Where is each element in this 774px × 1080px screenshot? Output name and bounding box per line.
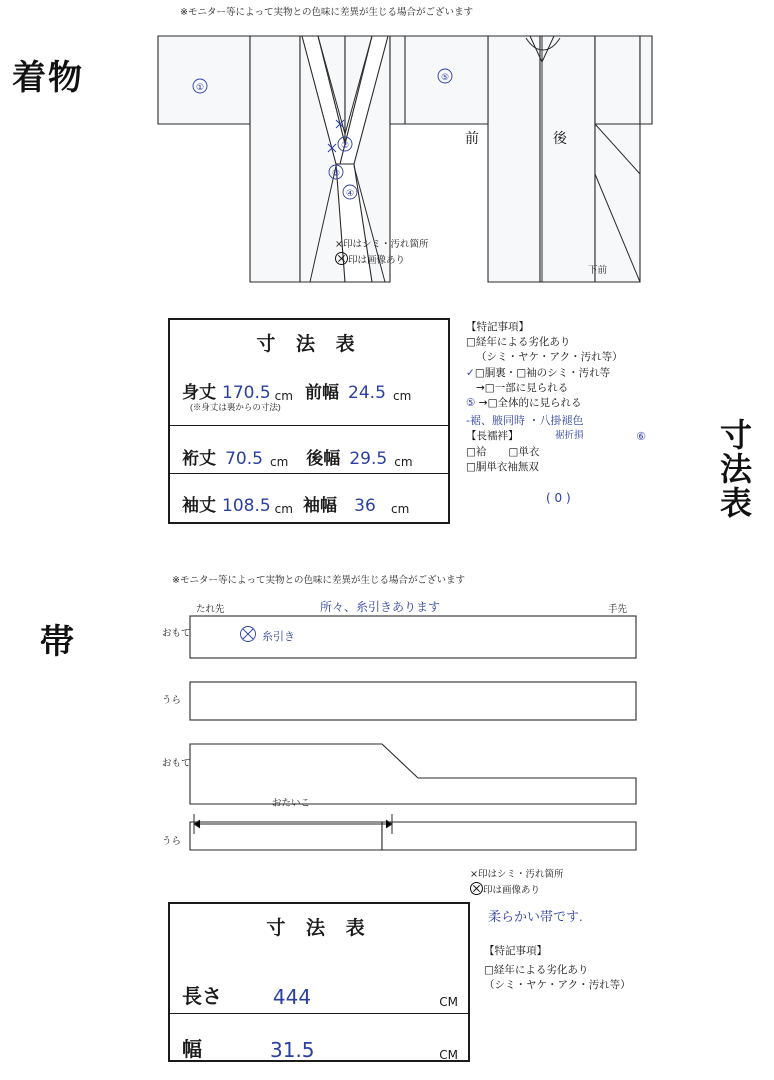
kimono-legend-x: ×印はシミ・汚れ箇所 [335, 239, 429, 250]
row-label-2: 袖幅 [302, 496, 337, 516]
remarks-handwritten-note: -裾、腋同時 ・八掛褪色 [466, 414, 584, 428]
obi-omote-label-1: おもて [162, 628, 191, 639]
nagajuban-option-awase: □袷 [466, 446, 487, 459]
circled-5-marker: ⑤ [466, 397, 476, 410]
obi-tare-saki-label: たれ先 [196, 604, 225, 615]
row-value-2: 29.5 [349, 449, 388, 469]
nagajuban-option-dohitoe: □胴単衣袖無双 [466, 461, 539, 474]
row-unit: cm [274, 502, 293, 516]
row-value: 108.5 [222, 496, 271, 516]
kimono-shitamae-label: 下前 [588, 265, 608, 276]
kimono-legend-circle: 印は画像あり [348, 255, 406, 267]
kimono-table-title: 寸 法 表 [256, 333, 362, 355]
kimono-remarks [466, 320, 646, 507]
obi-otaiko-label: おたいこ [272, 798, 311, 809]
table-row [170, 962, 468, 1014]
svg-text:④: ④ [346, 189, 355, 199]
section-label-kimono: 着物 [12, 58, 84, 98]
obi-te-saki-label: 手先 [608, 604, 628, 615]
row-value: 31.5 [270, 1038, 315, 1062]
row-unit: cm [270, 455, 289, 469]
section-label-obi: 帯 [40, 622, 76, 662]
svg-text:①: ① [196, 83, 205, 93]
svg-text:⑤: ⑤ [441, 73, 450, 83]
row-unit-2: cm [394, 455, 413, 469]
table-row [170, 370, 448, 426]
check-mark-icon: ✓ [466, 366, 475, 379]
table-row [170, 1014, 468, 1066]
svg-text:②: ② [341, 141, 350, 151]
obi-legend-circle: 印は画像あり [483, 885, 541, 897]
obi-table-title: 寸 法 表 [266, 917, 372, 939]
color-disclaimer-obi: ※モニター等によって実物との色味に差異が生じる場合がございます [172, 575, 465, 586]
row-label: 裄丈 [182, 449, 216, 469]
remarks-heading: 【特記事項】 [466, 321, 529, 333]
row-value: 70.5 [225, 449, 263, 469]
kimono-legend [335, 238, 428, 269]
obi-omote-label-2: おもて [162, 758, 191, 769]
table-row [170, 474, 448, 520]
row-value: 170.5 [222, 383, 271, 403]
color-disclaimer-top: ※モニター等によって実物との色味に差異が生じる場合がございます [180, 7, 473, 18]
svg-text:③: ③ [332, 169, 341, 179]
row-value-2: 36 [354, 496, 376, 516]
row-label: 袖丈 [182, 496, 216, 516]
kimono-front-label: 前 [465, 131, 479, 147]
kimono-legend-circle-row [335, 252, 428, 268]
kimono-back-label: 後 [553, 131, 567, 147]
obi-legend-circle-row [470, 882, 563, 898]
remarks-line-2: （シミ・ヤケ・アク・汚れ等） [476, 351, 623, 364]
obi-diagram [186, 588, 676, 868]
obi-remarks-heading: 【特記事項】 [484, 945, 547, 957]
row-unit: CM [439, 995, 458, 1009]
row-label: 長さ [182, 984, 222, 1008]
row-label: 身丈 [182, 383, 216, 403]
obi-legend-x: ×印はシミ・汚れ箇所 [470, 869, 564, 880]
remarks-line-3: □胴裏・□袖のシミ・汚れ等 [474, 366, 611, 379]
remarks-heading-2: 【長襦袢】 [466, 430, 519, 443]
circle-x-icon [335, 252, 348, 265]
row-value: 444 [272, 985, 312, 1009]
obi-handwritten-note-top: 所々、糸引きあります [320, 600, 441, 614]
row-note: (※身丈は裏からの寸法) [190, 402, 281, 412]
row-unit: cm [274, 389, 293, 403]
remarks-line-1: □経年による劣化あり [466, 336, 571, 349]
remarks-line-3-row [466, 366, 646, 381]
obi-ura-label-1: うら [162, 695, 182, 706]
row-unit-2: cm [392, 389, 412, 403]
row-unit: CM [439, 1048, 458, 1062]
remarks-handwritten-note-2: 裾折損 [555, 430, 584, 442]
remarks-paren-value: ( 0 ) [546, 490, 571, 505]
row-label-2: 前幅 [304, 383, 339, 403]
obi-ura-label-2: うら [162, 836, 182, 847]
section-label-sunpo: 寸法表 [715, 418, 753, 520]
obi-handwritten-remark: 柔らかい帯です. [488, 909, 583, 924]
obi-remarks [484, 944, 684, 994]
remarks-line-4: →□一部に見られる [476, 381, 569, 394]
kimono-measurement-table [168, 318, 450, 524]
obi-remarks-line-2: （シミ・ヤケ・アク・汚れ等） [484, 979, 631, 992]
obi-remarks-line-1: □経年による劣化あり [484, 964, 589, 977]
remarks-line-5: →□全体的に見られる [478, 397, 582, 410]
obi-measurement-table [168, 902, 470, 1062]
table-row [170, 426, 448, 474]
row-unit-2: cm [390, 502, 410, 516]
remarks-line-5-row [466, 396, 646, 411]
row-label-2: 後幅 [306, 449, 341, 469]
row-label: 幅 [182, 1037, 202, 1061]
row-value-2: 24.5 [348, 383, 386, 403]
obi-handwritten-mark-label: 糸引き [262, 631, 295, 643]
circled-6-marker: ⑥ [636, 430, 646, 444]
nagajuban-option-hitoe: □単衣 [508, 446, 540, 459]
circle-x-icon [470, 882, 483, 895]
obi-legend [470, 868, 563, 899]
